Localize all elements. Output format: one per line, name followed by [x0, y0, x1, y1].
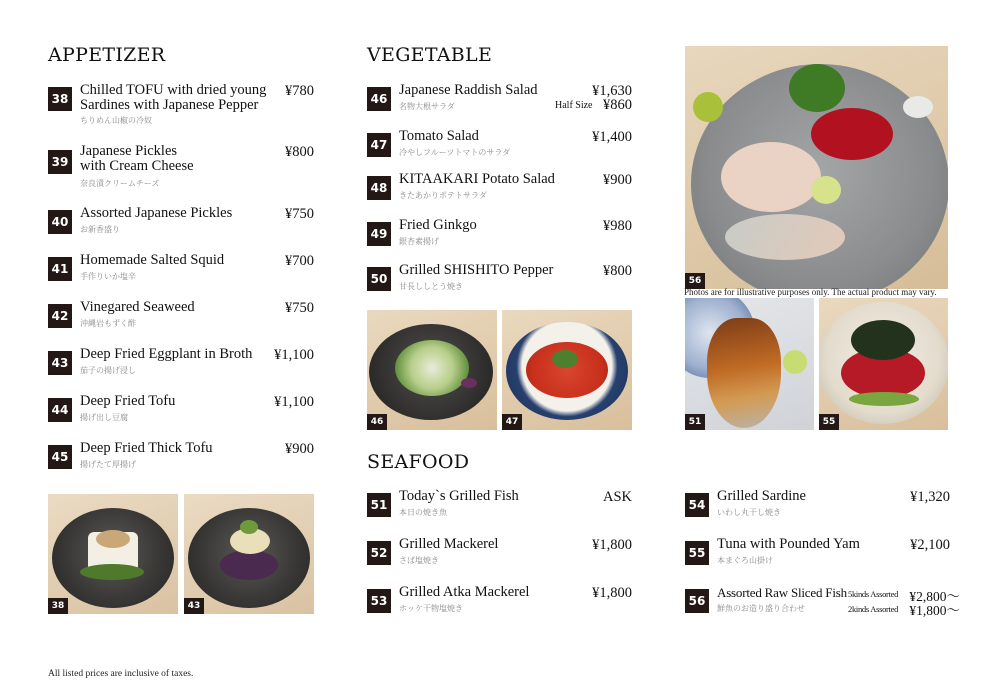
garnish-greens	[240, 520, 258, 534]
menu-item-46	[367, 83, 632, 127]
item-price: ¥900	[603, 172, 632, 188]
item-number-badge: 48	[367, 176, 391, 200]
item-japanese-name: 揚げ出し豆腐	[80, 413, 128, 422]
shiso-leaf	[789, 64, 845, 112]
option-2kinds-label: 2kinds Assorted	[848, 604, 899, 614]
menu-item-53	[367, 585, 632, 629]
menu-item-50	[367, 263, 632, 307]
eggplant-pieces	[220, 550, 278, 580]
appetizer-heading: APPETIZER	[48, 44, 166, 66]
photo-eggplant-broth	[184, 494, 314, 614]
item-price: ¥1,800	[592, 537, 632, 553]
item-japanese-name: 揚げたて厚揚げ	[80, 460, 136, 469]
menu-item-45	[48, 441, 314, 485]
item-price: ¥750	[285, 300, 314, 316]
item-number-badge: 56	[685, 589, 709, 613]
tax-footnote: All listed prices are inclusive of taxes.	[48, 669, 194, 679]
photo-tomato-salad	[502, 310, 632, 430]
option-2kinds-price: ¥1,800～	[909, 603, 960, 618]
item-japanese-name: 冷やしフルーツトマトのサラダ	[399, 148, 511, 157]
item-name: Chilled TOFU with dried young	[80, 82, 267, 98]
item-number-badge: 45	[48, 445, 72, 469]
item-number-badge: 41	[48, 257, 72, 281]
item-name: Deep Fried Eggplant in Broth	[80, 346, 253, 362]
photo-assorted-sashimi	[685, 46, 948, 289]
nori-topping	[851, 320, 915, 360]
menu-item-49	[367, 218, 632, 262]
item-name: Assorted Raw Sliced Fish	[717, 585, 847, 600]
item-name: KITAAKARI Potato Salad	[399, 171, 555, 187]
item-name: Grilled Sardine	[717, 488, 806, 504]
item-japanese-name: いわし丸干し焼き	[717, 508, 781, 517]
option-5kinds-price: ¥2,800～	[909, 589, 960, 604]
item-price: ASK	[602, 489, 632, 505]
menu-item-55	[685, 537, 950, 581]
item-japanese-name: きたあかりポテトサラダ	[399, 191, 487, 200]
item-price: ¥1,800	[592, 585, 632, 601]
item-number-badge: 54	[685, 493, 709, 517]
menu-item-40	[48, 206, 314, 250]
item-japanese-name: 茄子の揚げ浸し	[80, 366, 136, 375]
item-number-badge: 39	[48, 150, 72, 174]
item-price: ¥1,630	[592, 83, 632, 99]
menu-item-42	[48, 300, 314, 344]
item-number-badge: 53	[367, 589, 391, 613]
item-number-badge: 42	[48, 304, 72, 328]
item-number-badge: 46	[367, 87, 391, 111]
item-price: ¥1,400	[592, 129, 632, 145]
item-japanese-name: 手作りいか塩辛	[80, 272, 136, 281]
menu-item-38	[48, 83, 314, 127]
menu-item-39	[48, 144, 314, 188]
item-japanese-name: お新香盛り	[80, 225, 120, 234]
item-japanese-name: 名物大根サラダ	[399, 102, 455, 111]
item-name: Vinegared Seaweed	[80, 299, 195, 315]
item-japanese-name: 銀杏素揚げ	[399, 237, 439, 246]
item-name: Japanese Pickles	[80, 143, 178, 159]
item-japanese-name: さば塩焼き	[399, 556, 439, 565]
item-number-badge: 44	[48, 398, 72, 422]
half-size-label: Half Size	[555, 100, 593, 111]
item-name: Japanese Raddish Salad	[399, 82, 538, 98]
photo-number-tag: 51	[685, 414, 705, 430]
item-name-line2: Sardines with Japanese Pepper	[80, 97, 259, 113]
item-name: Homemade Salted Squid	[80, 252, 225, 268]
item-number-badge: 40	[48, 210, 72, 234]
photo-number-tag: 47	[502, 414, 522, 430]
item-number-badge: 52	[367, 541, 391, 565]
menu-item-48	[367, 172, 632, 216]
item-japanese-name: 奈良漬クリームチーズ	[80, 179, 160, 188]
menu-item-52	[367, 537, 632, 581]
item-number-badge: 49	[367, 222, 391, 246]
item-japanese-name: 鮮魚のお造り盛り合わせ	[717, 604, 805, 613]
photo-number-tag: 43	[184, 598, 204, 614]
item-name: Fried Ginkgo	[399, 217, 477, 233]
item-number-badge: 38	[48, 87, 72, 111]
photo-radish-salad	[367, 310, 497, 430]
item-name: Tuna with Pounded Yam	[717, 536, 860, 552]
green-onion	[849, 392, 919, 406]
item-number-badge: 43	[48, 351, 72, 375]
photo-grilled-fish	[685, 298, 814, 430]
item-number-badge: 51	[367, 493, 391, 517]
tuna-slices	[811, 108, 893, 160]
item-japanese-name: 本まぐろ山掛け	[717, 556, 773, 565]
grilled-fish-body	[707, 318, 781, 428]
photo-number-tag: 55	[819, 414, 839, 430]
item-name: Deep Fried Tofu	[80, 393, 176, 409]
item-name: Grilled Mackerel	[399, 536, 499, 552]
item-name: Deep Fried Thick Tofu	[80, 440, 213, 456]
item-price: ¥1,100	[274, 347, 314, 363]
photo-disclaimer: Photos are for illustrative purposes only. The actual product may vary.	[684, 287, 937, 297]
item-number-badge: 47	[367, 133, 391, 157]
item-japanese-name: ホッケ干物塩焼き	[399, 604, 463, 613]
herb-garnish	[552, 350, 578, 368]
item-price: ¥1,100	[274, 394, 314, 410]
item-price: ¥980	[603, 218, 632, 234]
purple-garnish	[461, 378, 477, 388]
menu-item-51	[367, 489, 632, 533]
menu-item-41	[48, 253, 314, 297]
item-price: ¥900	[285, 441, 314, 457]
photo-chilled-tofu	[48, 494, 178, 614]
item-price: ¥700	[285, 253, 314, 269]
item-name: Tomato Salad	[399, 128, 479, 144]
lime-slice	[811, 176, 841, 204]
item-name-line2: with Cream Cheese	[80, 158, 194, 174]
item-name: Grilled SHISHITO Pepper	[399, 262, 554, 278]
item-price: ¥2,100	[910, 537, 950, 553]
radish-salad-mound	[395, 340, 469, 396]
item-price: ¥800	[285, 144, 314, 160]
menu-item-44	[48, 394, 314, 438]
vegetable-heading: VEGETABLE	[367, 44, 493, 66]
sardine-topping	[96, 530, 130, 548]
item-number-badge: 50	[367, 267, 391, 291]
item-japanese-name: ちりめん山椒の冷奴	[80, 116, 152, 125]
menu-item-47	[367, 129, 632, 173]
item-price: ¥780	[285, 83, 314, 99]
sea-salt	[903, 96, 933, 118]
item-price: ¥800	[603, 263, 632, 279]
item-japanese-name: 甘長ししとう焼き	[399, 282, 463, 291]
photo-number-tag: 56	[685, 273, 705, 289]
menu-item-54	[685, 489, 950, 533]
photo-number-tag: 38	[48, 598, 68, 614]
white-fish-slices	[721, 142, 821, 212]
item-price: ¥750	[285, 206, 314, 222]
option-5kinds-label: 5kinds Assorted	[848, 589, 899, 599]
garnish-greens	[80, 564, 144, 580]
item-name: Assorted Japanese Pickles	[80, 205, 233, 221]
wasabi	[693, 92, 723, 122]
photo-tuna-yam	[819, 298, 948, 430]
item-price: ¥1,320	[910, 489, 950, 505]
item-japanese-name: 本日の焼き魚	[399, 508, 447, 517]
mackerel-slices	[725, 214, 845, 260]
item-japanese-name: 沖縄岩もずく酢	[80, 319, 136, 328]
item-name: Today`s Grilled Fish	[399, 488, 519, 504]
seafood-heading: SEAFOOD	[367, 451, 470, 473]
menu-item-56	[685, 585, 960, 629]
half-size-price: ¥860	[603, 97, 632, 113]
item-number-badge: 55	[685, 541, 709, 565]
lime-wedge	[783, 350, 807, 374]
photo-number-tag: 46	[367, 414, 387, 430]
menu-item-43	[48, 347, 314, 391]
item-name: Grilled Atka Mackerel	[399, 584, 530, 600]
